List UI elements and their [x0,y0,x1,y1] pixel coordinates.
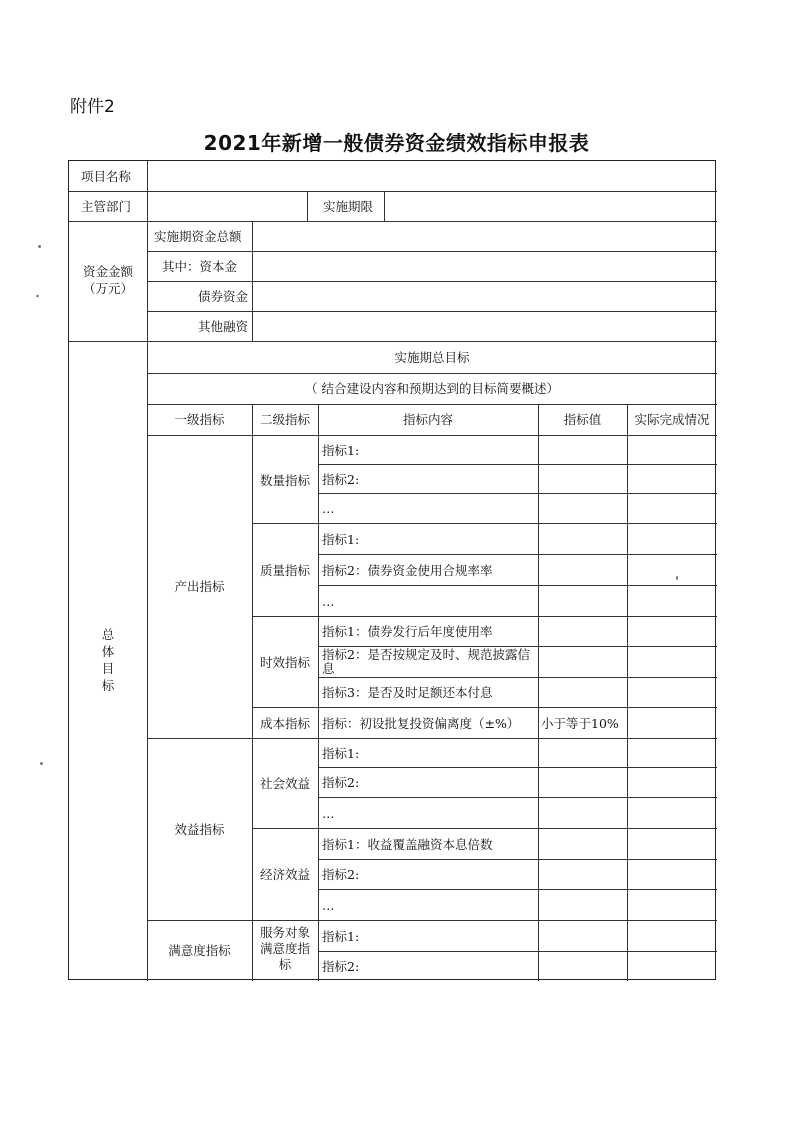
scan-speck [38,245,41,248]
attachment-label: 附件2 [70,97,115,117]
funds-bond-label: 债券资金 [198,289,249,304]
scan-speck [40,762,43,765]
row-12-content: 指标2: [322,775,360,790]
level2-quality: 质量指标 [259,563,310,578]
level2-service-satisfaction: 服务对象满意度指标 [259,925,310,972]
level2-cost: 成本指标 [259,716,310,731]
row-13-content: … [322,806,335,821]
row-6-content: … [322,594,335,609]
row-4-content: 指标1: [322,532,360,547]
row-8-content: 指标2：是否按规定及时、规范披露信息 [322,648,530,676]
dept-label: 主管部门 [81,199,132,214]
level2-timeliness: 时效指标 [259,655,310,670]
project-name-label: 项目名称 [81,169,132,184]
row-1-content: 指标1: [322,443,360,458]
row-3-content: … [322,501,335,516]
row-17-content: 指标1: [322,929,360,944]
level2-quantity: 数量指标 [259,473,310,488]
overall-goal-side-label: 总 体 目 标 [101,627,115,693]
scan-speck [36,295,39,297]
row-10-value: 小于等于10% [541,716,619,731]
header-value: 指标值 [563,412,602,427]
row-14-content: 指标1：收益覆盖融资本息倍数 [322,837,493,852]
level2-social: 社会效益 [259,776,310,791]
header-actual: 实际完成情况 [634,412,710,427]
funds-unit: （万元） [82,281,133,296]
funds-capital-label: 其中：资本金 [162,259,238,274]
level1-satisfaction: 满意度指标 [168,943,231,958]
scan-speck [676,576,678,580]
level2-economic: 经济效益 [259,867,310,882]
level1-benefit: 效益指标 [174,822,225,837]
header-level2: 二级指标 [259,412,310,427]
funds-label: 资金金额 [82,264,133,279]
row-15-content: 指标2: [322,867,360,882]
header-level1: 一级指标 [174,412,225,427]
row-9-content: 指标3：是否及时足额还本付息 [322,685,493,700]
row-2-content: 指标2: [322,472,360,487]
header-content: 指标内容 [402,412,453,427]
form-title: 2021年新增一般债券资金绩效指标申报表 [203,131,590,155]
row-7-content: 指标1：债券发行后年度使用率 [322,624,493,639]
row-18-content: 指标2: [322,959,360,974]
row-11-content: 指标1: [322,746,360,761]
performance-indicator-form [68,160,716,980]
period-label: 实施期限 [323,199,374,214]
row-5-content: 指标2：债券资金使用合规率率 [322,563,493,578]
funds-other-label: 其他融资 [198,319,249,334]
overall-goal-summary: （ 结合建设内容和预期达到的目标简要概述） [305,381,559,396]
overall-goal-title: 实施期总目标 [394,350,470,365]
level1-output: 产出指标 [174,579,225,594]
funds-total-label: 实施期资金总额 [154,229,242,244]
row-10-content: 指标：初设批复投资偏离度（±%） [322,716,520,731]
row-16-content: … [322,898,335,913]
